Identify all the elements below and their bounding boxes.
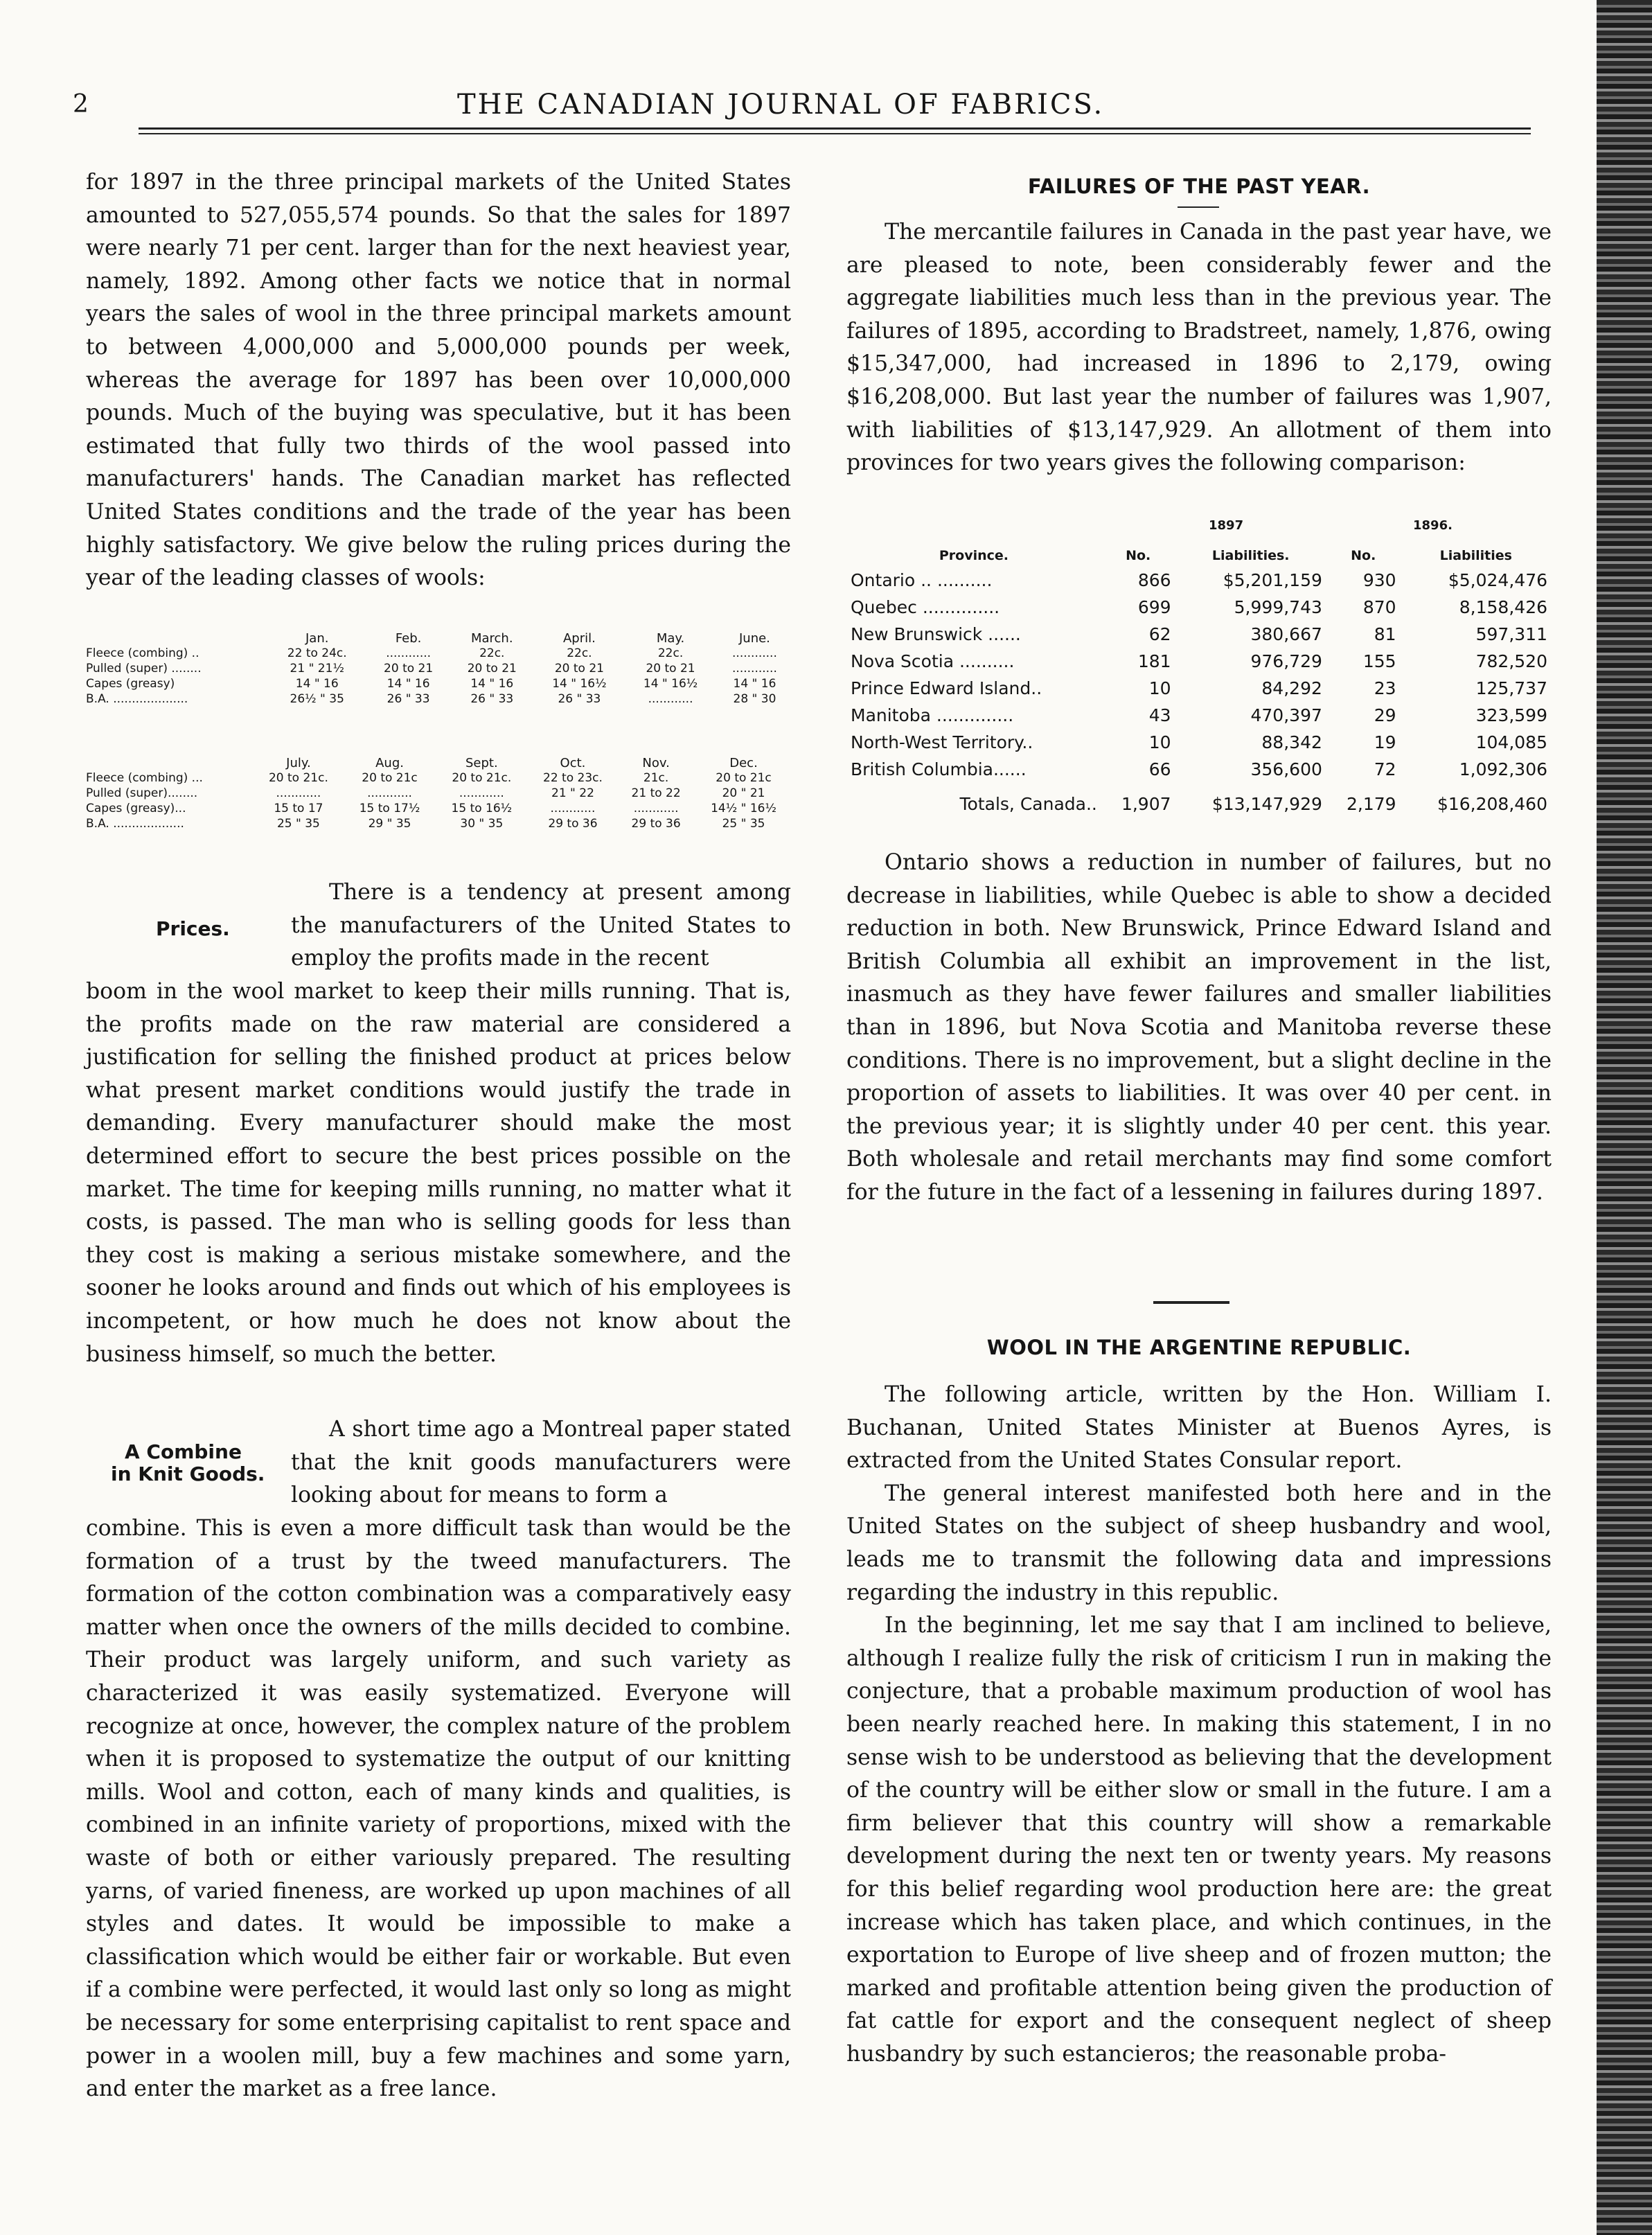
failures-cell: 10	[1148, 678, 1171, 698]
price-cell: 14½ " 16½	[711, 802, 776, 815]
header-rule-bottom	[139, 133, 1531, 134]
intro-paragraph: for 1897 in the three principal markets of the United States amounted to 527,055,574 pounds. So that the sales for 1897 were nearly 71 per cent. larger than for the next heaviest year, namely, 1892. Among other facts we notice that in normal years the sales of wool in the three principal markets amount to between 4,000,000 and 5,000,000 pounds per week, whereas the average for 1897 has been over 10,000,000 pounds. Much of the buying was speculative, but it has been estimated that fully two thirds of the wool passed into manufacturers' hands. The Canadian market has reflected United States conditions and the trade of the year has been highly satisfactory. We give below the ruling prices during the year of the leading classes of wools:	[86, 170, 791, 591]
price-cell: ............	[367, 786, 412, 800]
failures-cell: 8,158,426	[1459, 597, 1547, 617]
year-1897-header: 1897	[1209, 518, 1244, 533]
price-cell: 26 " 33	[558, 692, 601, 706]
failures-cell: 597,311	[1475, 624, 1547, 644]
failures-cell: $5,024,476	[1448, 570, 1547, 590]
failures-paragraph: The mercantile failures in Canada in the past year have, we are pleased to note, been considerably fewer and the aggregate liabilities much less than in the previous year. The failures of 1895, according to Bradstreet, namely, 1,876, owing $15,347,000, had increased in 1896 to 2,179, owing $16,208,000. But last year the number of failures was 1,907, with liabilities of $13,147,929. An allotment of them into provinces for two years gives the following comparison:	[846, 220, 1552, 476]
price-cell: 15 to 16½	[451, 802, 513, 815]
price-cell: 22c.	[657, 646, 684, 660]
price-cell: 20 " 21	[722, 786, 765, 800]
header-rule-top	[139, 127, 1531, 130]
combine-paragraph-top: A short time ago a Montreal paper stated that the knit goods manufacturers were looking about for means to form a	[291, 1417, 791, 1508]
price-cell: 20 to 21	[646, 662, 695, 675]
table-row	[83, 691, 793, 707]
table-row	[83, 676, 793, 691]
table-row	[83, 801, 793, 816]
failures-cell: 356,600	[1250, 759, 1322, 779]
price-cell: 21 " 22	[551, 786, 594, 800]
failures-cell: 19	[1374, 732, 1396, 752]
section-separator	[1153, 1301, 1229, 1304]
month-header: July.	[286, 755, 311, 770]
wool-class-label: Capes (greasy)	[86, 677, 175, 691]
price-cell: 25 " 35	[276, 817, 320, 831]
price-cell: 26 " 33	[470, 692, 514, 706]
wool-class-label: Fleece (combing) ...	[86, 771, 203, 785]
price-cell: 14 " 16	[295, 677, 339, 691]
month-header: June.	[738, 630, 770, 646]
table-header-row: Province. No. Liabilities. No. Liabilities	[939, 548, 1512, 563]
table-row	[83, 646, 793, 661]
price-cell: ............	[550, 802, 596, 815]
failures-cell: 870	[1362, 597, 1396, 617]
price-cell: 22c.	[567, 646, 592, 660]
price-cell: 20 to 21c.	[268, 771, 328, 785]
province-name: Prince Edward Island..	[851, 678, 1042, 698]
price-cell: 15 to 17	[274, 802, 323, 815]
month-header: Aug.	[375, 755, 404, 770]
price-cell: 29 to 36	[631, 817, 681, 831]
price-cell: 14 " 16	[470, 677, 514, 691]
price-cell: 25 " 35	[722, 817, 765, 831]
price-cell: ............	[633, 802, 679, 815]
table-row	[846, 621, 1552, 648]
failures-cell: 470,397	[1250, 705, 1322, 725]
table-row	[83, 661, 793, 676]
wool-class-label: Capes (greasy)...	[86, 802, 186, 815]
price-cell: 22 to 23c.	[543, 771, 603, 785]
failures-cell: 81	[1374, 624, 1396, 644]
failures-cell: 84,292	[1261, 678, 1322, 698]
failures-cell: 5,999,743	[1234, 597, 1322, 617]
price-cell: 28 " 30	[733, 692, 776, 706]
price-cell: 20 to 21	[384, 662, 434, 675]
price-cell: 20 to 21c.	[452, 771, 512, 785]
table-row	[846, 567, 1552, 594]
price-cell: 29 to 36	[548, 817, 598, 831]
failures-cell: 10	[1148, 732, 1171, 752]
price-cell: ............	[732, 662, 777, 675]
price-cell: 22c.	[479, 646, 505, 660]
price-cell: 14 " 16½	[643, 677, 698, 691]
totals-row: Totals, Canada.. 1,907 $13,147,929 2,179 $16,208,460	[959, 793, 1547, 814]
heading-underline	[1178, 206, 1219, 208]
price-cell: 14 " 16	[387, 677, 430, 691]
failures-cell: 699	[1137, 597, 1171, 617]
table-row	[846, 675, 1552, 702]
prices-paragraph-rest: boom in the wool market to keep their mills running. That is, the profits made on the raw material are considered a justification for selling the finished product at prices below what present market conditions would justify the trade in demanding. Every manufacturer should make the most determined effort to secure the best prices possible on the market. The time for keeping mills running, no matter what it costs, is passed. The man who is selling goods for less than they cost is making a serious mistake somewhere, and the sooner he looks around and finds out which of his employees is incompetent, or how much he does not know about the business himself, so much the better.	[86, 979, 791, 1367]
wool-class-label: B.A. ...................	[86, 817, 184, 831]
wool-argentine-body: The following article, written by the Hon. William I. Buchanan, United States Minister at Buenos Ayres, is extracted from the United States Consular report. The general interest manifested both here and in the United States on the subject of sheep husbandry and wool, leads me to transmit the following data and impressions regarding the industry in this republic. In the beginning, let me say that I am inclined to believe, although I realize fully the risk of criticism I run in making the conjecture, that a probable maximum production of wool has been nearly reached here. In making this statement, I in no sense wish to be understood as believing that the development of the country will be either slow or small in the future. I am a firm believer that this country will show a remarkable development during the next ten or twenty years. My reasons for this belief regarding wool production here are: the great increase which has taken place, and which continues, in the exportation to Europe of live sheep and of frozen mutton; the marked and profitable attention being given the production of fat cattle for export and the consequent neglect of sheep husbandry by such estancieros; the reasonable proba-	[846, 1382, 1552, 2067]
combine-side-label-1: A Combine	[125, 1440, 242, 1463]
failures-cell: $5,201,159	[1223, 570, 1322, 590]
price-cell: 20 to 21c	[362, 771, 418, 785]
wool-class-label: Fleece (combing) ..	[86, 646, 199, 660]
failures-cell: 323,599	[1475, 705, 1547, 725]
failures-cell: 104,085	[1475, 732, 1547, 752]
price-cell: ............	[459, 786, 504, 800]
table-row	[846, 756, 1552, 783]
failures-cell: 43	[1148, 705, 1171, 725]
month-header: Dec.	[729, 755, 758, 770]
month-header: Jan.	[305, 630, 329, 646]
table-row	[83, 770, 793, 786]
province-name: North-West Territory..	[851, 732, 1033, 752]
price-cell: 22 to 24c.	[287, 646, 347, 660]
month-header: Feb.	[395, 630, 422, 646]
failures-cell: 88,342	[1261, 732, 1322, 752]
table-row	[83, 786, 793, 801]
prices-paragraph-top: There is a tendency at present among the manufacturers of the United States to employ the profits made in the recent	[291, 880, 791, 971]
failures-paragraph-2: Ontario shows a reduction in number of failures, but no decrease in liabilities, while Quebec is able to show a decided reduction in both. New Brunswick, Prince Edward Island and British Columbia all exhibit an improvement in the list, inasmuch as they have fewer failures and smaller liabilities than in 1896, but Nova Scotia and Manitoba reverse these conditions. There is no improvement, but a slight decline in the proportion of assets to liabilities. It was over 40 per cent. in the previous year; it is slightly under 40 per cent. this year. Both wholesale and retail merchants may find some comfort for the future in the fact of a lessening in failures during 1897.	[846, 850, 1552, 1205]
failures-cell: 29	[1374, 705, 1396, 725]
binding-edge	[1597, 0, 1652, 2235]
failures-table	[846, 545, 1552, 824]
province-name: Quebec ..............	[851, 597, 1000, 617]
combine-paragraph-rest: combine. This is even a more difficult task than would be the formation of a trust by the tweed manufacturers. The formation of the cotton combination was a comparatively easy matter when once the owners of the mills decided to combine. Their product was largely uniform, and such variety as characterized it was easily systematized. Everyone will recognize at once, however, the complex nature of the problem when it is proposed to systematize the output of our knitting mills. Wool and cotton, each of many kinds and qualities, is combined in an infinite variety of proportions, mixed with the waste of both or either variously prepared. The resulting yarns, of varied fineness, are worked up upon machines of all styles and dates. It would be impossible to make a classification which would be either fair or workable. But even if a combine were perfected, it would last only so long as might be necessary for some enterprising capitalist to rent space and power in a woolen mill, buy a few machines and some yarn, and enter the market as a free lance.	[86, 1516, 791, 2102]
province-name: New Brunswick ......	[851, 624, 1021, 644]
price-cell: 26 " 33	[387, 692, 430, 706]
province-name: Manitoba ..............	[851, 705, 1014, 725]
price-cell: 20 to 21	[467, 662, 517, 675]
failures-cell: 62	[1148, 624, 1171, 644]
table-row	[846, 702, 1552, 729]
failures-cell: 72	[1374, 759, 1396, 779]
table-row	[846, 648, 1552, 675]
prices-side-label: Prices.	[156, 917, 230, 940]
province-name: Ontario .. ..........	[851, 570, 993, 590]
price-cell: 15 to 17½	[359, 802, 420, 815]
wool-class-label: Pulled (super) ........	[86, 662, 202, 675]
wool-argentine-heading: WOOL IN THE ARGENTINE REPUBLIC.	[986, 1336, 1412, 1359]
table-header-row	[83, 755, 793, 770]
table-row	[83, 816, 793, 831]
price-cell: 14 " 16	[733, 677, 776, 691]
price-cell: ............	[386, 646, 432, 660]
failures-cell: 23	[1374, 678, 1396, 698]
failures-cell: 125,737	[1475, 678, 1547, 698]
price-cell: 20 to 21c	[716, 771, 772, 785]
wool-prices-table-jul-dec	[83, 755, 793, 831]
price-cell: 14 " 16½	[552, 677, 607, 691]
month-header: Sept.	[465, 755, 498, 770]
wool-class-label: Pulled (super)........	[86, 786, 198, 800]
failures-cell: 155	[1362, 651, 1396, 671]
failures-heading: FAILURES OF THE PAST YEAR.	[1027, 175, 1371, 198]
wool-class-label: B.A. ....................	[86, 692, 188, 706]
failures-cell: 930	[1362, 570, 1396, 590]
price-cell: ............	[732, 646, 777, 660]
failures-cell: 66	[1148, 759, 1171, 779]
month-header: April.	[562, 630, 596, 646]
failures-cell: 1,092,306	[1459, 759, 1547, 779]
table-row	[846, 594, 1552, 621]
price-cell: ............	[648, 692, 693, 706]
price-cell: 30 " 35	[460, 817, 504, 831]
province-name: British Columbia......	[851, 759, 1027, 779]
month-header: Nov.	[642, 755, 670, 770]
failures-cell: 976,729	[1250, 651, 1322, 671]
failures-cell: 866	[1137, 570, 1171, 590]
month-header: May.	[656, 630, 685, 646]
failures-cell: 782,520	[1475, 651, 1547, 671]
province-name: Nova Scotia ..........	[851, 651, 1015, 671]
failures-cell: 181	[1137, 651, 1171, 671]
failures-cell: 380,667	[1250, 624, 1322, 644]
price-cell: 21 " 21½	[290, 662, 344, 675]
price-cell: 21 to 22	[631, 786, 681, 800]
year-1896-header: 1896.	[1413, 518, 1453, 533]
left-column-intro	[86, 166, 791, 595]
journal-title: THE CANADIAN JOURNAL OF FABRICS.	[457, 89, 1105, 121]
combine-side-label-2: in Knit Goods.	[111, 1463, 265, 1485]
wool-prices-table-jan-jun	[83, 630, 793, 707]
price-cell: ............	[276, 786, 321, 800]
table-row	[846, 729, 1552, 756]
table-header-row	[83, 630, 793, 646]
price-cell: 26½ " 35	[290, 692, 344, 706]
price-cell: 21c.	[643, 771, 669, 785]
page-number: 2	[73, 90, 89, 118]
price-cell: 29 " 35	[368, 817, 411, 831]
month-header: March.	[470, 630, 513, 646]
price-cell: 20 to 21	[554, 662, 604, 675]
month-header: Oct.	[560, 755, 586, 770]
